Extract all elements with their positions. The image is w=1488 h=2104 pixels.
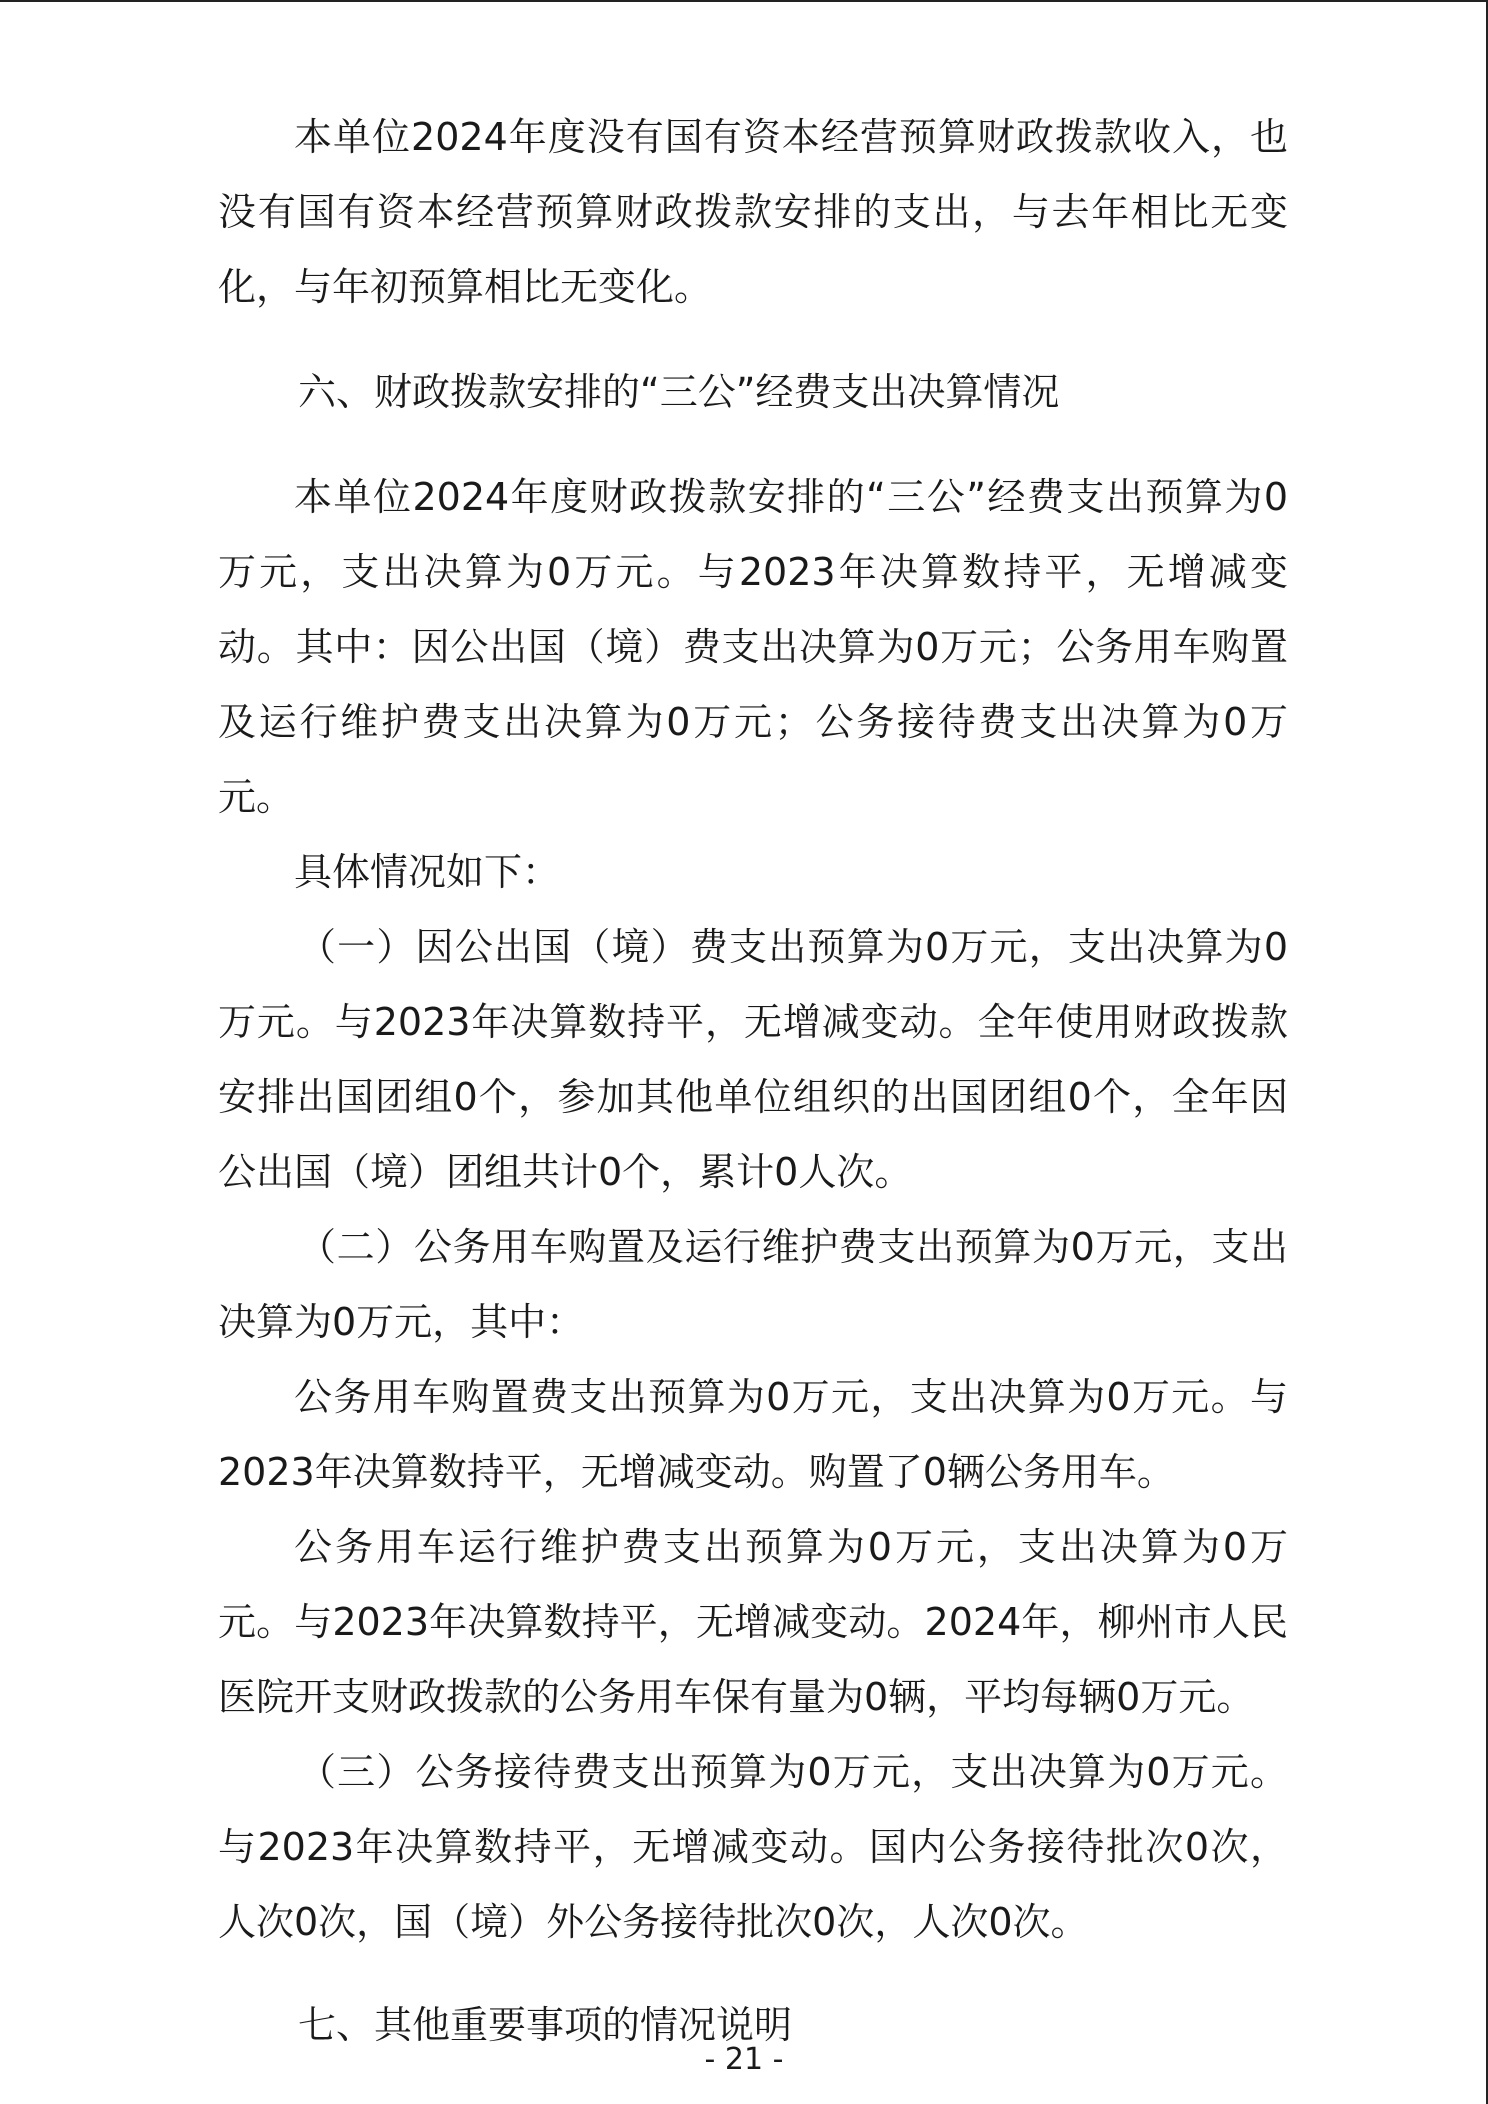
page-number: - 21 -: [704, 2042, 784, 2077]
document-body: [218, 100, 1288, 2063]
paragraph-overseas-travel: （一）因公出国（境）费支出预算为0万元，支出决算为0万元。与2023年决算数持平，无增减变动。全年使用财政拨款安排出国团组0个，参加其他单位组织的出国团组0个，全年因公出国（境）团组共计0个，累计0人次。: [218, 925, 1288, 1194]
paragraph-three-public-summary: 本单位2024年度财政拨款安排的“三公”经费支出预算为0万元，支出决算为0万元。与2023年决算数持平，无增减变动。其中：因公出国（境）费支出决算为0万元；公务用车购置及运行维护费支出决算为0万元；公务接待费支出决算为0万元。: [218, 475, 1288, 819]
page-border-top: [0, 0, 1488, 2]
section-heading-six: 六、财政拨款安排的“三公”经费支出决算情况: [298, 370, 1060, 414]
paragraph-vehicle-summary: （二）公务用车购置及运行维护费支出预算为0万元，支出决算为0万元，其中：: [218, 1225, 1288, 1344]
paragraph-vehicle-purchase: 公务用车购置费支出预算为0万元，支出决算为0万元。与2023年决算数持平，无增减变动。购置了0辆公务用车。: [218, 1375, 1288, 1494]
section-heading-seven: 七、其他重要事项的情况说明: [298, 2003, 793, 2047]
paragraph-reception: （三）公务接待费支出预算为0万元，支出决算为0万元。与2023年决算数持平，无增减变动。国内公务接待批次0次，人次0次，国（境）外公务接待批次0次，人次0次。: [218, 1750, 1288, 1944]
paragraph-vehicle-operation: 公务用车运行维护费支出预算为0万元，支出决算为0万元。与2023年决算数持平，无增减变动。2024年，柳州市人民医院开支财政拨款的公务用车保有量为0辆，平均每辆0万元。: [218, 1525, 1288, 1719]
paragraph-state-capital-budget: 本单位2024年度没有国有资本经营预算财政拨款收入，也没有国有资本经营预算财政拨款安排的支出，与去年相比无变化，与年初预算相比无变化。: [218, 115, 1288, 309]
paragraph-details-intro: 具体情况如下：: [294, 850, 561, 894]
